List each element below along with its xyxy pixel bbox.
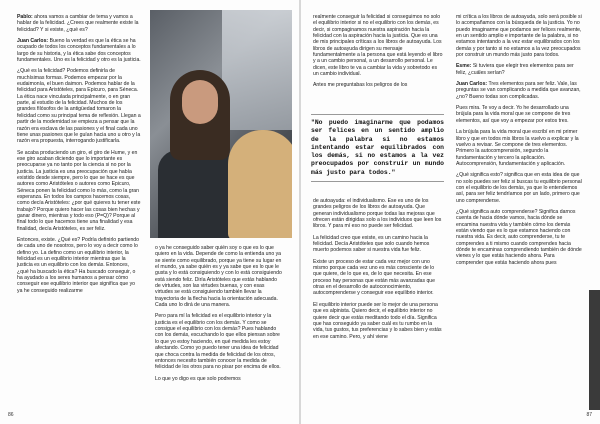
paragraph: de autoayuda: el individualismo. Ese es uno de los grandes peligros de los libros de autoayuda. Que generan individualismo porque todas las mejoras que ofrecen están dirigidas solo a los individuos que leen los libros. Y para mí eso no puede ser felicidad. (313, 198, 442, 230)
paragraph: realmente conseguir la felicidad si conseguimos no solo el equilibrio interior si no el equilibrio con los demás, es decir, si compaginamos nuestra aspiración hacia la felicidad con la aspiración hacia la justicia. Que es una de mis principales críticas a los libros de autoayuda. Los libros de autoayuda dirigen su mensaje fundamentalmente a la persona que está leyendo el libro y a un cambio personal, a un desarrollo personal. Le dicen, este libro te va a cambiar la vida y sobretodo es un cambio individual. (313, 14, 443, 78)
paragraph: ¿Qué significa auto comprenderse? Significa darnos cuenta de hacia dónde vamos, hacia dónde se encamina nuestra vida y también cómo los demás están viendo que es lo que estamos haciendo con nuestra vida. Es decir, auto comprenderse, tu te comprendes a ti mismo cuando comprendes hacia dónde te encaminas comprendiendo también de dónde vienes y lo que estás haciendo ahora. Para comprender que estás haciendo ahora pues (456, 208, 582, 266)
paragraph: Juan Carlos: Tres elementos para ser feliz. Vale, las preguntas se van complicando a medida que avanzan, ¿no? Bueno todas son complicadas. (456, 81, 581, 100)
right-column-1-bottom (313, 198, 443, 345)
paragraph: Pablo: ahora vamos a cambiar de tema y vamos a hablar de la felicidad. ¿Crees que realmente existe la felicidad? Y si existe, ¿qué es? (17, 14, 139, 33)
edge-photo-strip (589, 290, 600, 410)
right-column-1-top (313, 14, 443, 94)
paragraph: Entonces, existe. ¿Qué es? Podría definirlo partiendo de cada uno de nosotros, pero lo voy a decir como lo defino yo. La defino como un equilibrio interior, la felicidad es un equilibrio interior mientras que la justicia es un equilibrio con los demás. Entonces, ¿qué ha buscado la ética? Ha buscado conseguir, o ha ayudado a los seres humanos a pensar cómo conseguir ese equilibrio interior que significa que yo ya he conseguido realizarme (17, 237, 140, 294)
paragraph: Lo que yo digo es que solo podremos (155, 375, 241, 382)
paragraph: La felicidad creo que existe, es un camino hacia la felicidad. Decía Aristóteles que solo cuando hemos muerto podemos saber si nuestra vida fue feliz. (313, 234, 430, 254)
page-number-left: 86 (8, 412, 14, 418)
right-column-2 (456, 14, 583, 271)
paragraph: Se acaba produciendo un giro, el giro de Hume, y en ese giro acaban diciendo que lo importante es preocuparse ya no tanto por la ciencia si no por la justicia. La justicia es una preocupación que había existido desde siempre, pero lo que se hace es que autores como Aristóteles o autores como Epicuro, Séneca ponen la felicidad como lo más, como la gran esperanza. En todos los campos hacemos cosas, como decía Aristóteles: ¿por qué quieres tu tener este trabajo? Porque quiero hacer las cosas bien hechas y ganar dinero, mientras y todo eso (P=Q)? Porque al final todo lo que hacemos tiene una finalidad y esa finalidad, decía Aristóteles, es ser feliz. (17, 149, 141, 232)
left-column-1 (17, 14, 141, 299)
paragraph: ¿Qué es la felicidad? Podemos definirla de muchísimas formas. Podemos empezar por la eudaimonía, el buen daimon. Podemos hablar de la felicidad para Aristóteles, para Epicuro, para Séneca. La ética nace vinculada principalmente, o en gran parte, al estudio de la felicidad. Muchos de los grandes filósofos de la antigüedad tomaron la felicidad como su principal tema de reflexión. Llegan a partir de la modernidad se empieza a pensar que la razón era esclava de las pasiones y el final cada uno tiene unas pasiones que le guían hacia uno u otro y la razón era propuesta, interrogando justificarla. (17, 68, 141, 145)
paragraph: ¿Qué significa esto? significa que en esta idea de que no solo puedes ser feliz si buscas tu equilibrio personal con el equilibrio de los demás, ya que lo entendemos así, para ser feliz tendríamos por un lado, primero que uno comprenderse. (456, 172, 582, 204)
paragraph: Pero para mí la felicidad es el equilibrio interior y la justicia es el equilibrio con los demás. Y como se consigue el equilibrio con los demás? Pues hablando con los demás, escuchando lo que ellos piensan sobre lo que yo estoy haciendo, en qué medida les estoy afectando. Como yo puedo tener una idea de felicidad que choca contra la medida de felicidad de los otros, entonces necesito también conocer la medida de felicidad de los otros para no pisar por encima de ellos. (155, 313, 281, 371)
pull-quote: "No puedo imaginarme que podamos ser felices en un sentido amplio de la palabra si no estamos intentando estar equilibrados con los demás, si no estamos a la vez preocupados por construir un mundo más justo para todos." (311, 114, 444, 182)
paragraph: mi crítica a los libros de autoayuda, solo será posible si lo acompañamos con la búsqueda de la justicia. Yo no puedo imaginarme que podamos ser felices realmente, en un sentido amplio e importante de la palabra, si no estamos intentando a la vez estar equilibrados con los demás y por tanto si no estamos a la vez preocupados por construir un mundo más justo para todos. (456, 14, 582, 59)
paragraph: o ya he conseguido saber quién soy o que es lo que quiero en la vida. Depende de como la entienda uno ya se siente como equilibrado, porque ya tiene su lugar en el mundo, ya sabe quién es y ya sabe que es lo que le gusta y lo está consiguiendo y con lo está consiguiendo está siendo feliz. Diría Aristóteles que estás hablando de virtudes, son las virtudes buenas, y con esas virtudes se está consiguiendo también llevar la trayectoria de la flecha hacia la orientación adecuada. Cada uno lo dirá de una manera. (155, 245, 282, 309)
paragraph: Esme: Si tuviera que elegir tres elementos para ser feliz, ¿cuáles serían? (456, 63, 574, 76)
interview-photo (150, 10, 292, 238)
paragraph: Juan Carlos: Bueno la verdad es que la ética se ha ocupado de todos los conceptos fundamentales a lo largo de su historia, y la ética sabe dos conceptos fundamentales. Uno es la felicidad y otro es la justicia. (17, 38, 141, 64)
paragraph: La brújula para la vida moral que escribí en mi primer libro y que en todos mis libros la vuelvo a explicar y la vuelvo a revisar. Se compone de tres elementos. Primero la autocomprensión, segundo la fundamentación y tercero la aplicación. Autocomprensión, fundamentación y aplicación. (456, 129, 579, 167)
left-page (0, 0, 299, 424)
paragraph: El equilibrio interior puede ser lo mejor de una persona que es alpinista. Quiero decir, el equilibrio interior no quiere decir que estás meditando todo el día. Significa que has conseguido ya saber cuál es tu rumbo en la vida, tus gustos, tus preferencias y lo sabes bien y estás en ese camino. Pero, y ahí viene (313, 301, 442, 340)
left-column-2 (155, 245, 283, 387)
page-number-right: 87 (586, 412, 592, 418)
paragraph: Existe un proceso de estar cada vez mejor con uno mismo porque cada vez uno es más consciente de lo que quiere, de lo que es, de lo que necesita. En ese proceso hay personas que están más avanzadas que otras en el desarrollo de autoconocimiento, autocomprenderse y conseguir ese equilibrio interior. (313, 258, 436, 297)
right-page (301, 0, 600, 424)
paragraph: Antes me preguntabas los peligros de los (313, 82, 408, 89)
paragraph: Pues mira. Te voy a decir. Yo he desarrollado una brújula para la vida moral que se compone de tres elementos, así que voy a empezar por estos tres. (456, 105, 571, 124)
